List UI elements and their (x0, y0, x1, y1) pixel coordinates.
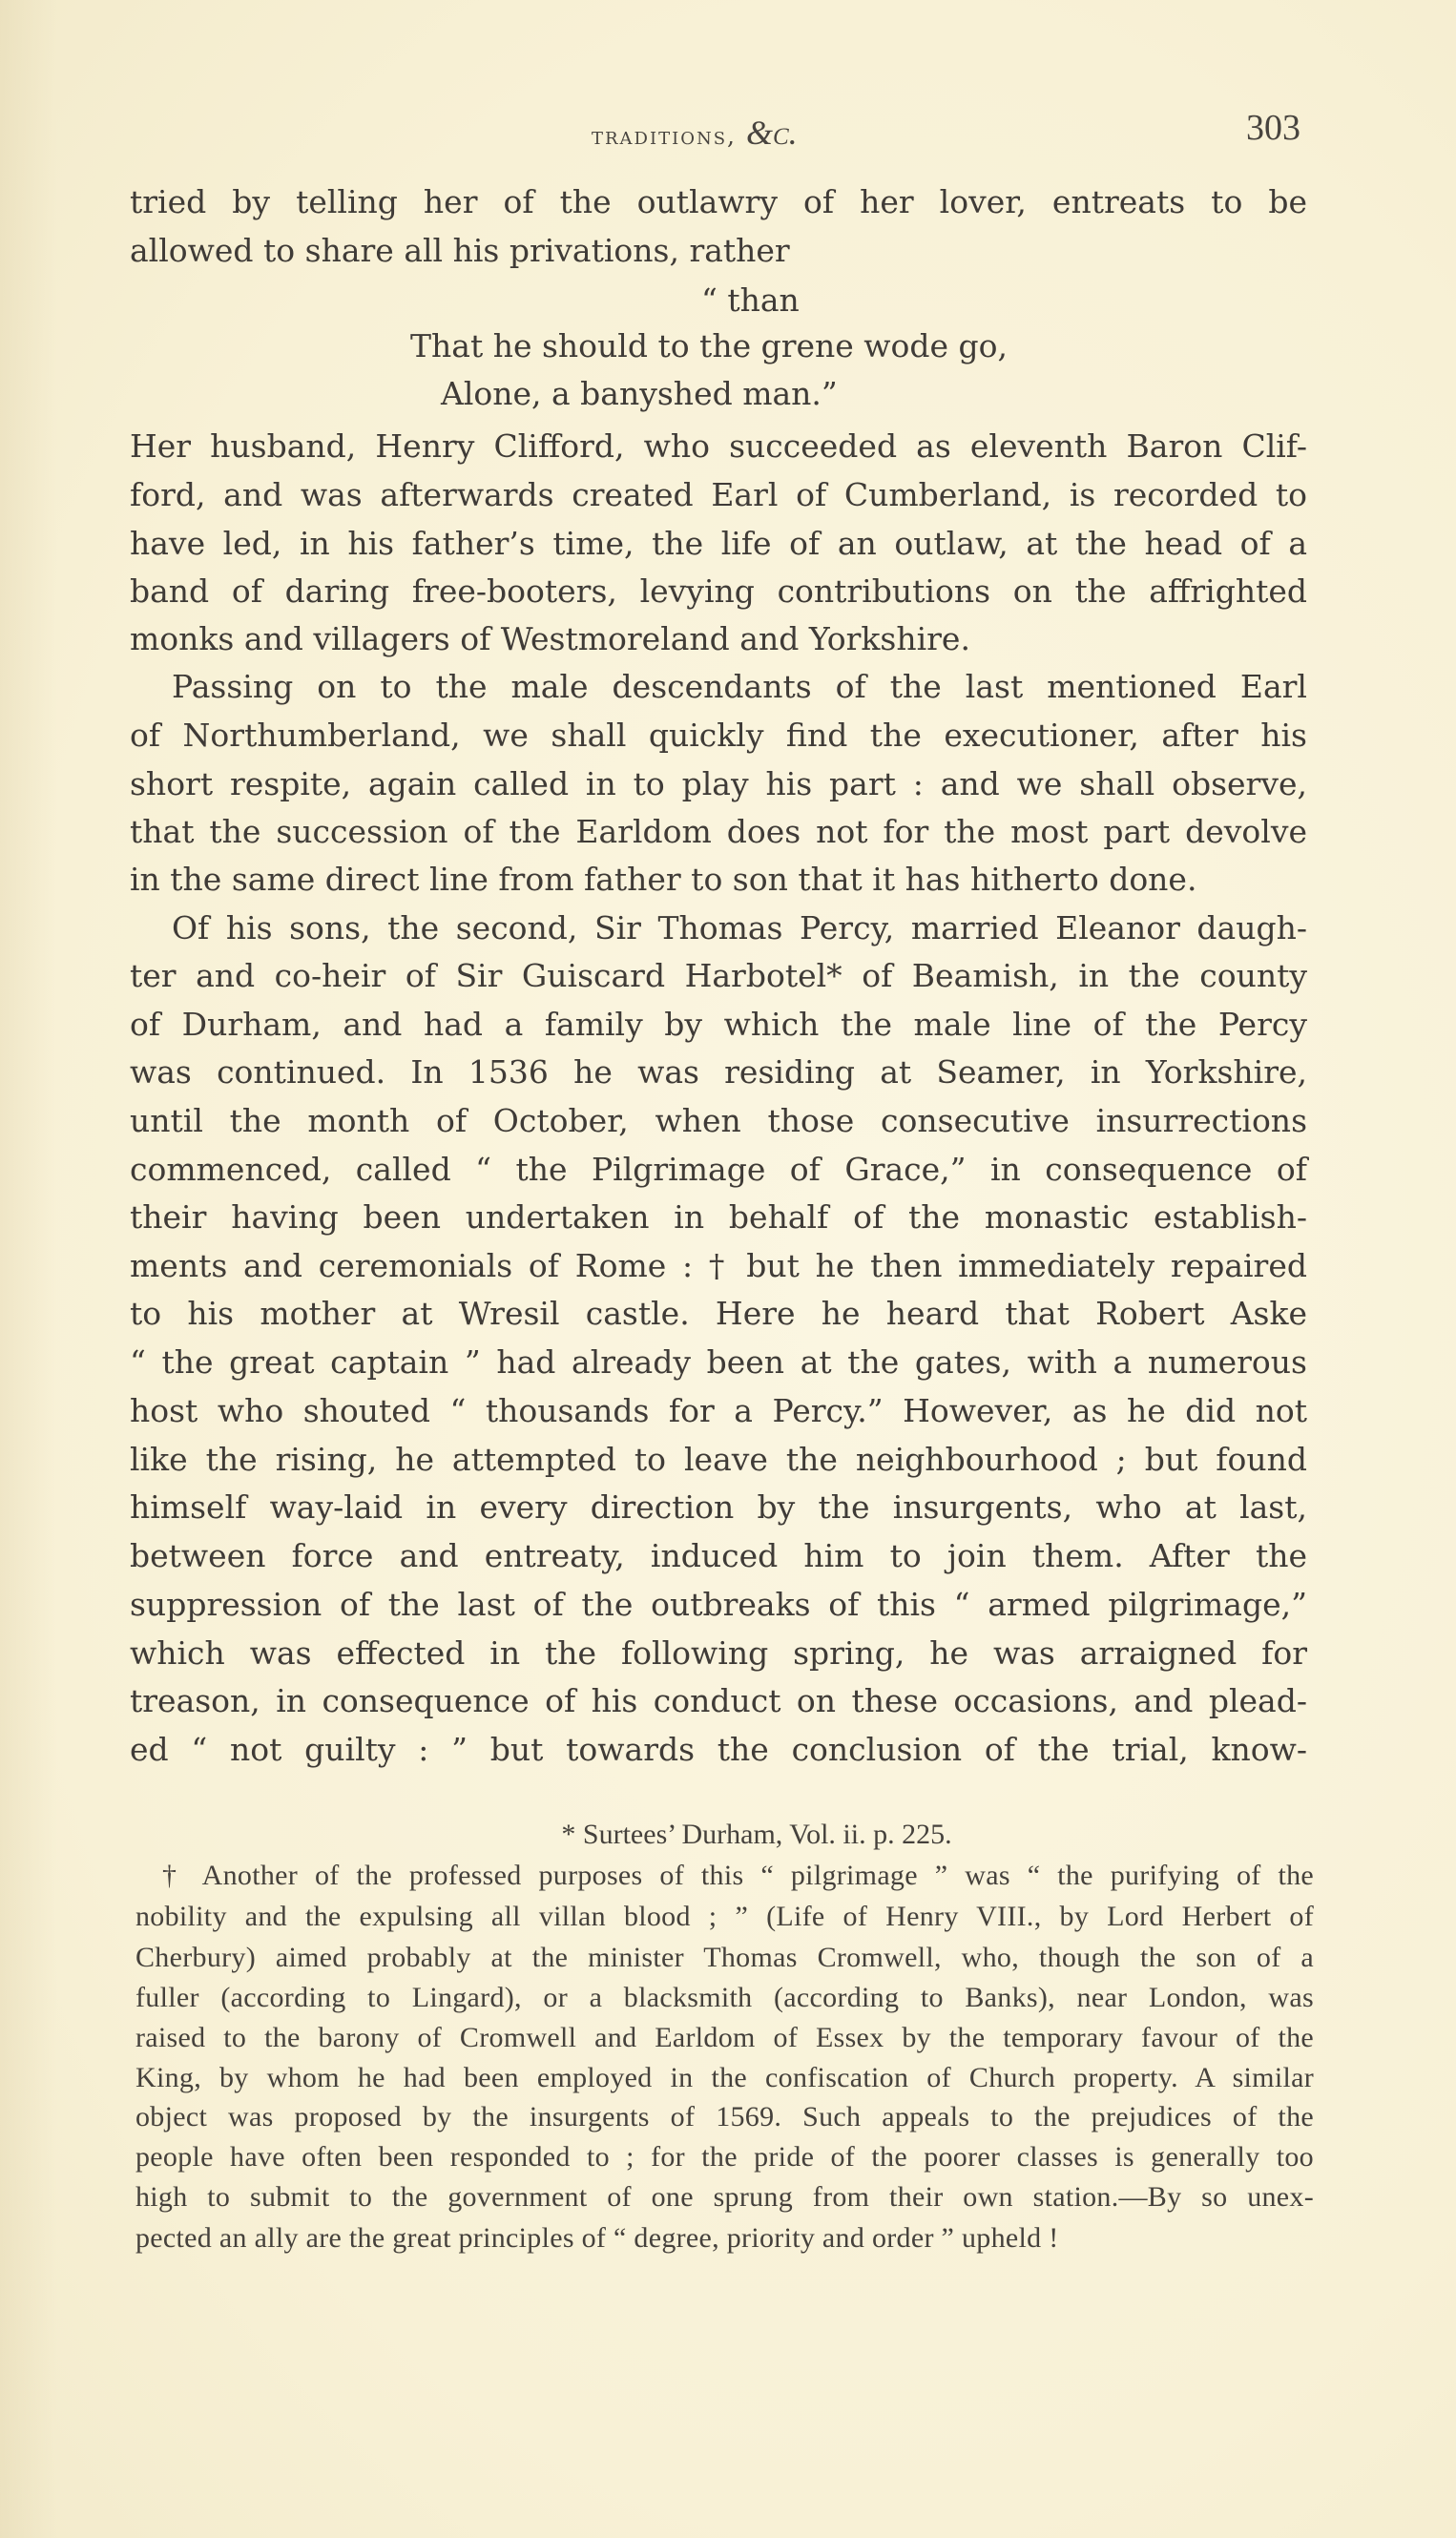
footnote-line: pected an ally are the great principles of “ degree, priority and order ” upheld ! (135, 2222, 1059, 2254)
running-title-text: traditions, (592, 122, 746, 150)
body-line: between force and entreaty, induced him to join them. After the (130, 1537, 1307, 1574)
body-line: ter and co-heir of Sir Guiscard Harbotel* of Beamish, in the county (130, 957, 1307, 994)
body-line: ford, and was afterwards created Earl of Cumberland, is recorded to (130, 476, 1307, 513)
body-line: himself way-laid in every direction by the insurgents, who at last, (130, 1488, 1307, 1526)
body-line: Passing on to the male descendants of the last mentioned Earl (172, 668, 1307, 705)
footnote-line: nobility and the expulsing all villan blood ; ” (Life of Henry VIII., by Lord Herbert of (135, 1901, 1314, 1932)
footnote-line: fuller (according to Lingard), or a blacksmith (according to Banks), near London, was (135, 1982, 1314, 2013)
footnote-line: raised to the barony of Cromwell and Earldom of Essex by the temporary favour of the (135, 2022, 1314, 2053)
footnote-line: people have often been responded to ; for the pride of the poorer classes is generally too (135, 2141, 1314, 2173)
footnote-line: Cherbury) aimed probably at the minister Thomas Cromwell, who, though the son of a (135, 1942, 1314, 1973)
body-line: tried by telling her of the outlawry of her lover, entreats to be (130, 183, 1307, 220)
body-line: that the succession of the Earldom does not for the most part devolve (130, 813, 1307, 850)
running-title (592, 113, 798, 153)
body-line: in the same direct line from father to son that it has hitherto done. (130, 861, 1197, 898)
page-number: 303 (1246, 108, 1300, 148)
body-line: treason, in consequence of his conduct on these occasions, and plead- (130, 1682, 1307, 1719)
body-line: Her husband, Henry Clifford, who succeeded as eleventh Baron Clif- (130, 427, 1307, 465)
body-line: ments and ceremonials of Rome : † but he then immediately repaired (130, 1247, 1307, 1284)
body-line: have led, in his father’s time, the life of an outlaw, at the head of a (130, 525, 1307, 562)
body-line: monks and villagers of Westmoreland and Yorkshire. (130, 620, 970, 657)
running-title-amp: &c. (745, 114, 798, 152)
body-line: suppression of the last of the outbreaks of this “ armed pilgrimage,” (130, 1586, 1307, 1623)
body-line: commenced, called “ the Pilgrimage of Grace,” in consequence of (130, 1151, 1307, 1188)
body-line: their having been undertaken in behalf of the monastic establish- (130, 1198, 1307, 1236)
verse-line: “ than (701, 281, 800, 319)
running-head (0, 107, 1456, 152)
body-line: host who shouted “ thousands for a Percy.” However, as he did not (130, 1392, 1307, 1429)
body-line: which was effected in the following spring, he was arraigned for (130, 1634, 1307, 1672)
verse-line: Alone, a banyshed man.” (441, 375, 838, 412)
body-line: Of his sons, the second, Sir Thomas Percy, married Eleanor daugh- (172, 909, 1307, 947)
body-line: “ the great captain ” had already been at the gates, with a numerous (130, 1343, 1307, 1381)
body-line: to his mother at Wresil castle. Here he heard that Robert Aske (130, 1295, 1307, 1332)
body-line: of Northumberland, we shall quickly find the executioner, after his (130, 717, 1307, 754)
footnote-line: † Another of the professed purposes of this “ pilgrimage ” was “ the purifying of the (162, 1860, 1314, 1891)
body-line: short respite, again called in to play his part : and we shall observe, (130, 765, 1307, 802)
body-line: band of daring free-booters, levying contributions on the affrighted (130, 572, 1307, 610)
body-line: like the rising, he attempted to leave the neighbourhood ; but found (130, 1441, 1307, 1478)
footnote-line: high to submit to the government of one sprung from their own station.—By so unex- (135, 2181, 1314, 2213)
body-line: ed “ not guilty : ” but towards the conclusion of the trial, know- (130, 1731, 1307, 1768)
body-line: allowed to share all his privations, rather (130, 232, 790, 269)
body-line: of Durham, and had a family by which the male line of the Percy (130, 1006, 1307, 1043)
footnote-asterisk: * Surtees’ Durham, Vol. ii. p. 225. (561, 1819, 952, 1850)
verse-line: That he should to the grene wode go, (410, 327, 1009, 364)
footnote-line: object was proposed by the insurgents of 1569. Such appeals to the prejudices of the (135, 2101, 1314, 2132)
body-line: was continued. In 1536 he was residing at Seamer, in Yorkshire, (130, 1053, 1307, 1091)
body-line: until the month of October, when those consecutive insurrections (130, 1102, 1307, 1139)
footnote-line: King, by whom he had been employed in the confiscation of Church property. A similar (135, 2062, 1314, 2093)
